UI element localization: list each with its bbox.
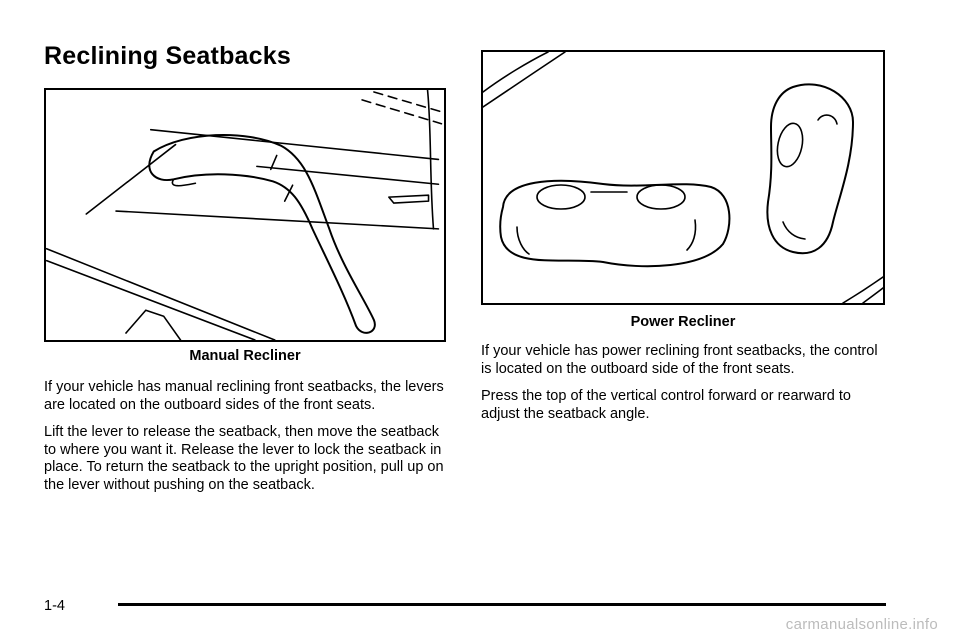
right-paragraph-1: If your vehicle has power reclining front seatbacks, the control is located on the outboard side of the front seats. [481, 343, 878, 377]
power-recliner-caption: Power Recliner [630, 314, 736, 330]
left-column-text [44, 379, 454, 504]
watermark: carmanualsonline.info [785, 616, 938, 633]
page-title: Reclining Seatbacks [44, 42, 291, 70]
right-paragraph-2: Press the top of the vertical control forward or rearward to adjust the seatback angle. [481, 388, 851, 422]
page-number: 1-4 [44, 598, 65, 614]
power-recliner-illustration [481, 50, 885, 305]
manual-recliner-caption: Manual Recliner [189, 348, 301, 364]
left-paragraph-1: If your vehicle has manual reclining front seatbacks, the levers are located on the outboard sides of the front seats. [44, 379, 444, 413]
manual-recliner-illustration [44, 88, 446, 342]
right-column-text [481, 343, 891, 433]
footer-rule [118, 603, 886, 606]
left-paragraph-2: Lift the lever to release the seatback, then move the seatback to where you want it. Release the lever to lock the seatback in place. To return the seatback to the upright position, pull up on the lever without pushing on the seatback. [44, 424, 444, 493]
